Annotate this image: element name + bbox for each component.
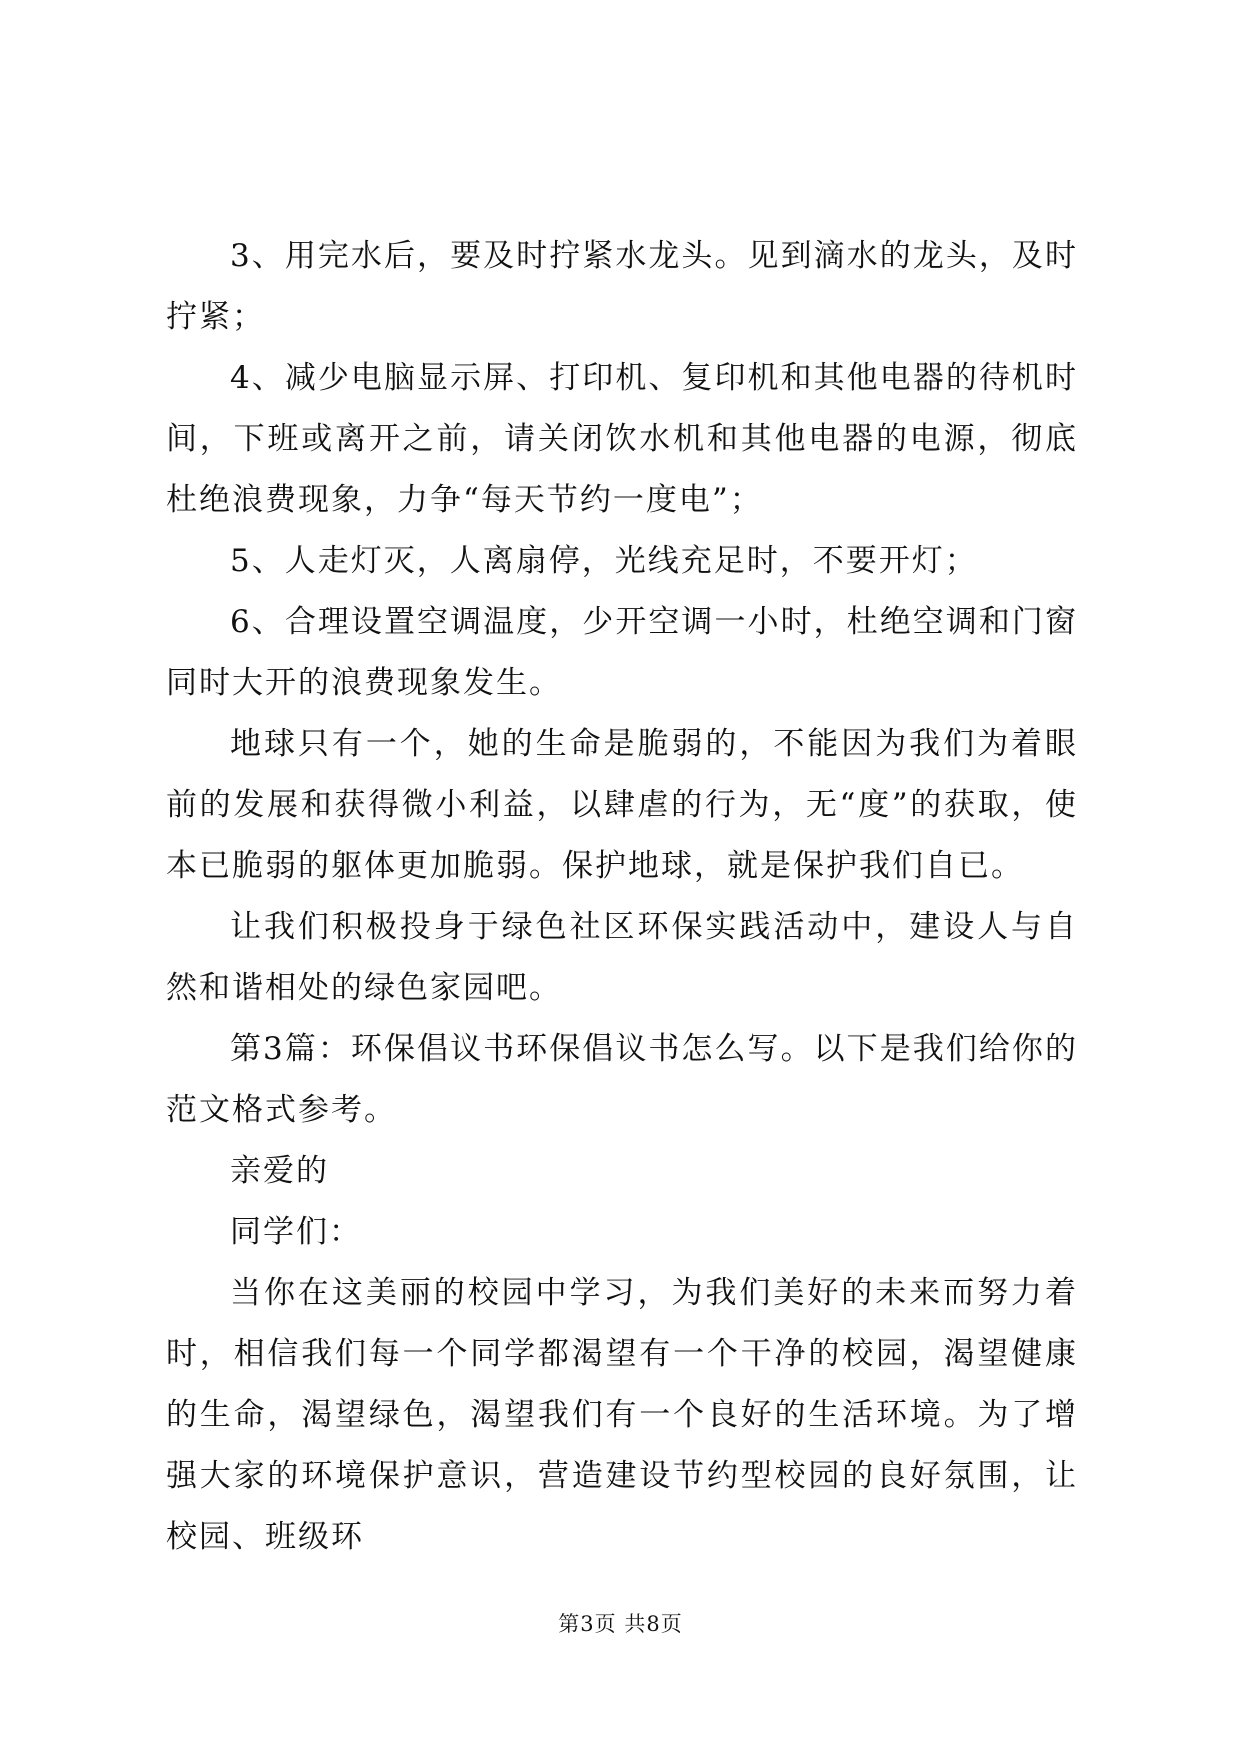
paragraph-item-3: 3、用完水后，要及时拧紧水龙头。见到滴水的龙头，及时拧紧； [166,238,1078,335]
paragraph-earth: 地球只有一个，她的生命是脆弱的，不能因为我们为着眼前的发展和获得微小利益，以肆虐的行为，无“度”的获取，使本已脆弱的躯体更加脆弱。保护地球，就是保护我们自已。 [166,726,1078,884]
paragraph-item-4: 4、减少电脑显示屏、打印机、复印机和其他电器的待机时间，下班或离开之前，请关闭饮水机和其他电器的电源，彻底杜绝浪费现象，力争“每天节约一度电”； [166,360,1078,518]
document-body [166,226,1078,1568]
paragraph-campus: 当你在这美丽的校园中学习，为我们美好的未来而努力着时，相信我们每一个同学都渴望有一个干净的校园，渴望健康的生命，渴望绿色，渴望我们有一个良好的生活环境。为了增强大家的环境保护意识，营造建设节约型校园的良好氛围，让校园、班级环 [166,1275,1078,1555]
salutation-line-2: 同学们： [230,1214,362,1250]
page-footer: 第3页 共8页 [558,1612,683,1636]
paragraph-item-6: 6、合理设置空调温度，少开空调一小时，杜绝空调和门窗同时大开的浪费现象发生。 [166,604,1078,701]
salutation-line-1: 亲爱的 [230,1153,329,1189]
paragraph-article-3-heading: 第3篇：环保倡议书环保倡议书怎么写。以下是我们给你的范文格式参考。 [166,1031,1078,1128]
paragraph-green-community: 让我们积极投身于绿色社区环保实践活动中，建设人与自然和谐相处的绿色家园吧。 [166,909,1078,1006]
paragraph-item-5: 5、人走灯灭，人离扇停，光线充足时，不要开灯； [230,543,978,579]
